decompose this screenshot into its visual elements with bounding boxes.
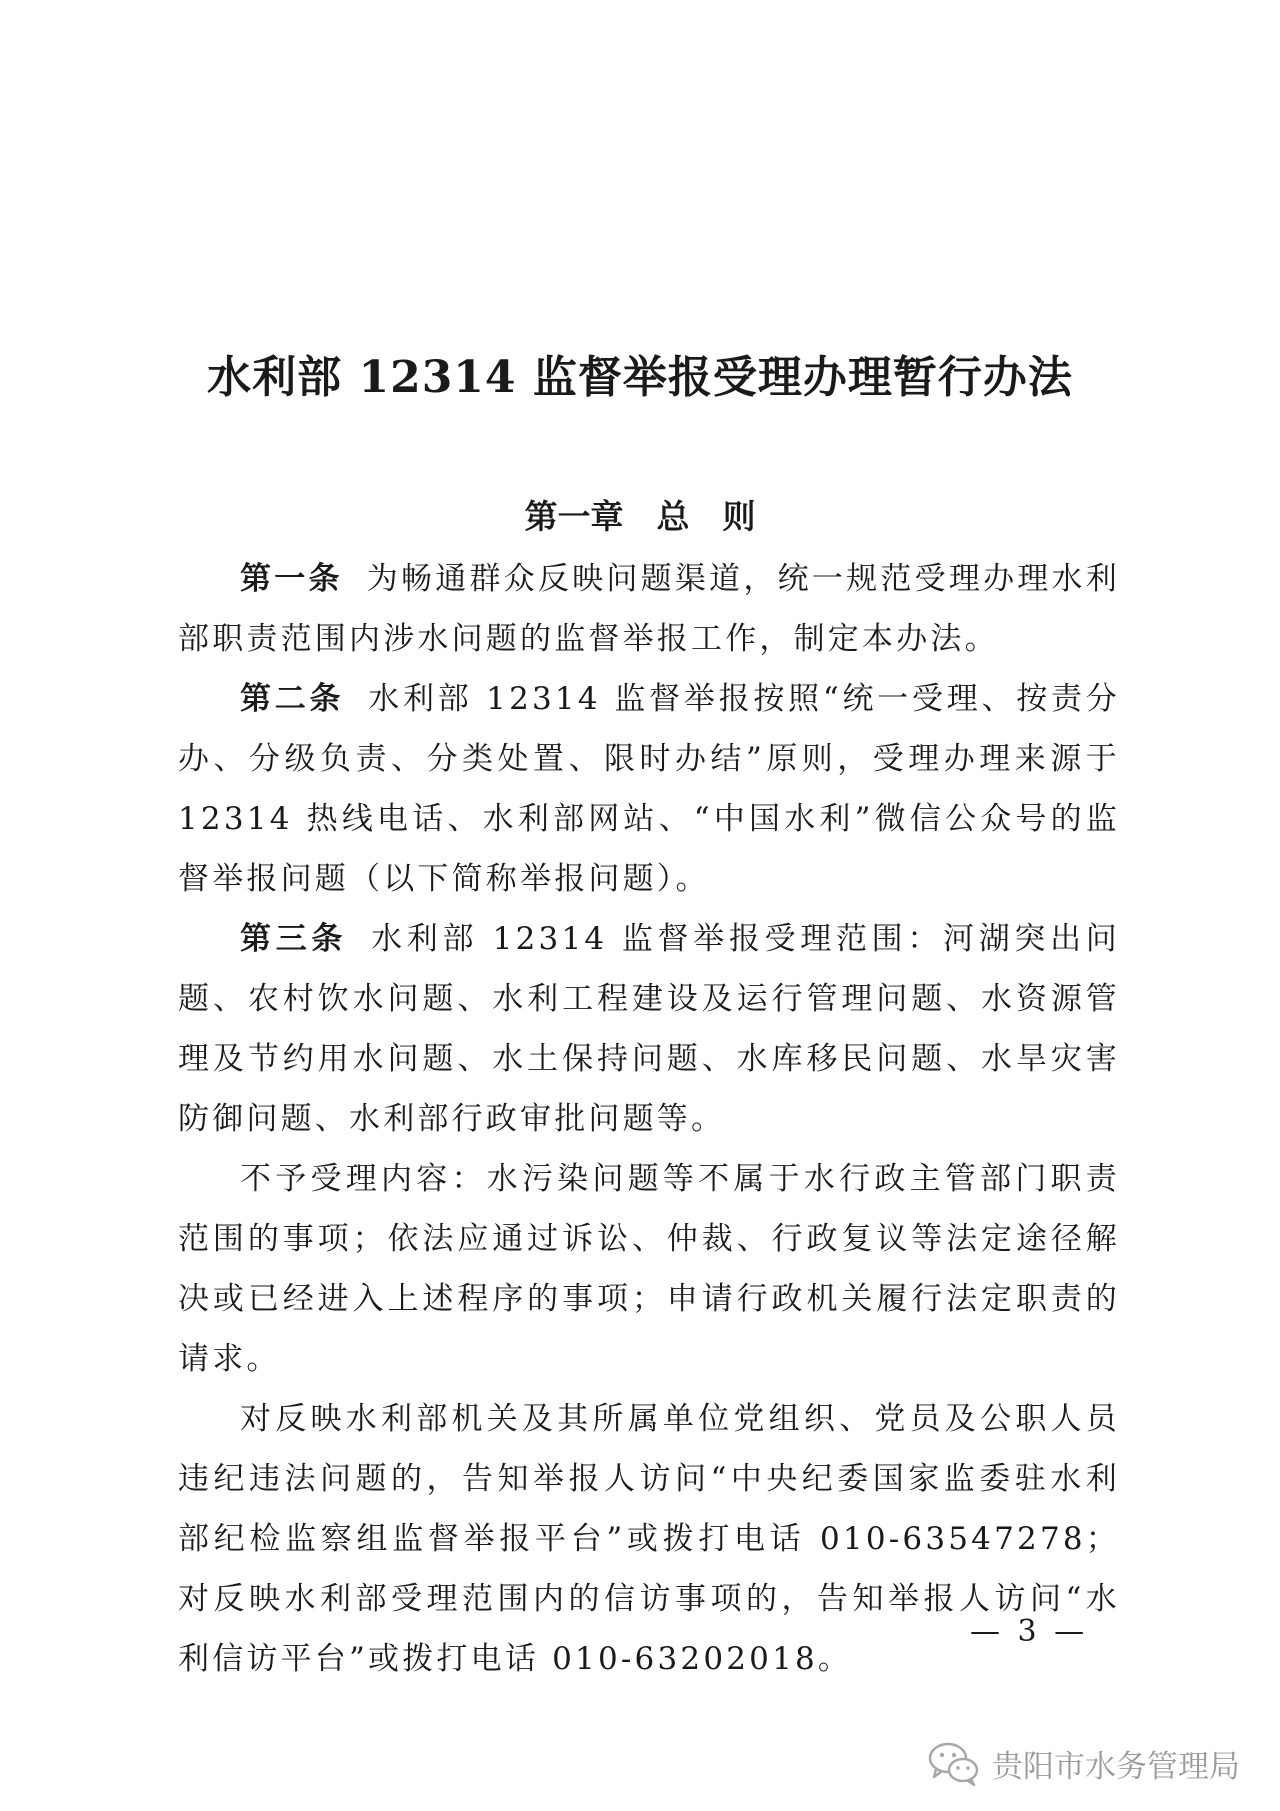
- wechat-watermark: [926, 1735, 1240, 1791]
- exclusion-paragraph: 不予受理内容：水污染问题等不属于水行政主管部门职责范围的事项；依法应通过诉讼、仲裁、行政复议等法定途径解决或已经进入上述程序的事项；申请行政机关履行法定职责的请求。: [178, 1161, 1120, 1377]
- document-title: 水利部 12314 监督举报受理办理暂行办法: [207, 352, 1073, 403]
- article-1-text: 为畅通群众反映问题渠道，统一规范受理办理水利部职责范围内涉水问题的监督举报工作，制定本办法。: [178, 561, 1120, 657]
- article-3-label: 第三条: [240, 921, 348, 957]
- referral-paragraph: 对反映水利部机关及其所属单位党组织、党员及公职人员违纪违法问题的，告知举报人访问“中央纪委国家监委驻水利部纪检监察组监督举报平台”或拨打电话 010-63547278；对反映水利部受理范围内的信访事项的，告知举报人访问“水利信访平台”或拨打电话 010-63202018。: [178, 1401, 1120, 1677]
- article-3-text: 水利部 12314 监督举报受理范围：河湖突出问题、农村饮水问题、水利工程建设及运行管理问题、水资源管理及节约用水问题、水土保持问题、水库移民问题、水旱灾害防御问题、水利部行政审批问题等。: [178, 921, 1120, 1137]
- watermark-text: 贵阳市水务管理局: [992, 1748, 1240, 1785]
- chapter-title: 第一章 总 则: [524, 497, 756, 536]
- article-1: [178, 549, 1120, 669]
- wechat-icon: [926, 1739, 982, 1787]
- article-2-text: 水利部 12314 监督举报按照“统一受理、按责分办、分级负责、分类处置、限时办结”原则，受理办理来源于 12314 热线电话、水利部网站、“中国水利”微信公众号的监督举报问题（以下简称举报问题）。: [178, 681, 1121, 897]
- article-2: [178, 669, 1120, 909]
- article-2-label: 第二条: [240, 681, 345, 717]
- article-1-label: 第一条: [240, 561, 343, 597]
- article-3: [178, 909, 1120, 1149]
- page-number: — 3 —: [970, 1614, 1089, 1649]
- document-body: [178, 549, 1120, 1689]
